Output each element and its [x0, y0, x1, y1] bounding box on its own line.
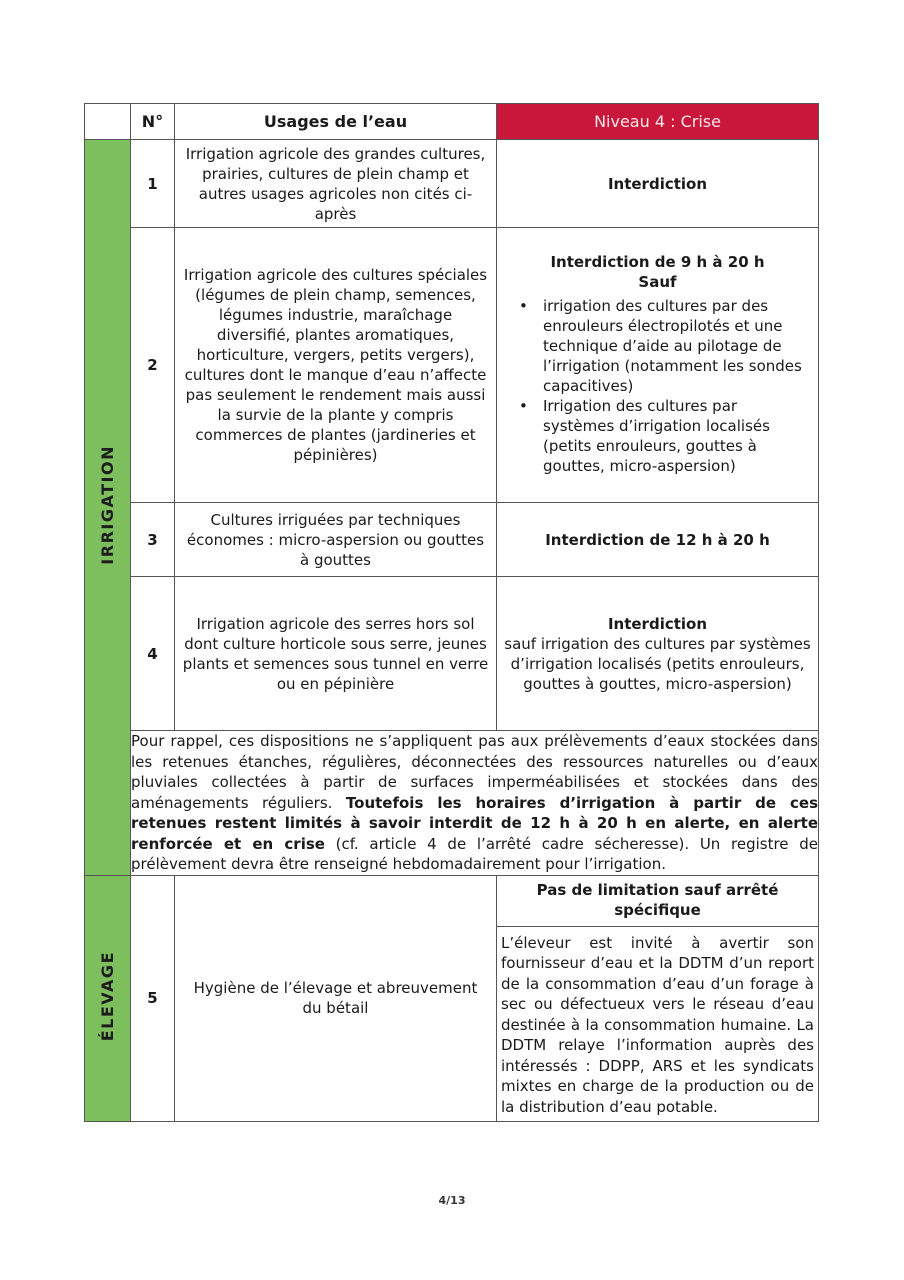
row-number: 5: [131, 875, 175, 1122]
table-row: [85, 503, 819, 577]
table-row: [85, 228, 819, 503]
header-level-crisis: Niveau 4 : Crise: [497, 104, 819, 140]
list-item: • Irrigation des cultures par systèmes d’irrigation localisés (petits enrouleurs, gouttes à gouttes, micro-aspersion): [519, 396, 810, 476]
reminder-note: [131, 731, 819, 876]
usage-cell: Irrigation agricole des serres hors sol dont culture horticole sous serre, jeunes plants et semences sous tunnel en verre ou en pépinière: [175, 577, 497, 731]
usage-cell: Irrigation agricole des cultures spéciales (légumes de plein champ, semences, légumes industrie, maraîchage diversifié, plantes aromatiques, horticulture, vergers, petits vergers), cultures dont le manque d’eau n’affecte pas seulement le rendement mais aussi la survie de la plante y compris commerces de plantes (jardineries et pépinières): [175, 228, 497, 503]
header-usages: Usages de l’eau: [175, 104, 497, 140]
table-row: [85, 875, 819, 1122]
list-item: • irrigation des cultures par des enrouleurs électropilotés et une technique d’aide au pilotage de l’irrigation (notamment les sondes capacitives): [519, 296, 810, 396]
row-number: 1: [131, 140, 175, 228]
section-elevage: [85, 875, 131, 1122]
note-row: [85, 731, 819, 876]
rule-cell: Interdiction de 12 h à 20 h: [497, 503, 819, 577]
rule-cell: [497, 577, 819, 731]
table-row: [85, 140, 819, 228]
rule-text: sauf irrigation des cultures par systèmes d’irrigation localisés (petits enrouleurs, gouttes à gouttes, micro-aspersion): [504, 634, 811, 693]
row-number: 4: [131, 577, 175, 731]
rule-title: Interdiction: [607, 614, 708, 633]
rule-title: Pas de limitation sauf arrêté spécifique: [497, 876, 818, 927]
header-num: N°: [131, 104, 175, 140]
usage-cell: Hygiène de l’élevage et abreuvement du bétail: [175, 875, 497, 1122]
rule-cell: [497, 228, 819, 503]
table-header-row: [85, 104, 819, 140]
rule-text: L’éleveur est invité à avertir son fournisseur d’eau et la DDTM d’un report de la consommation d’eau d’un forage à sec ou défectueux vers le réseau d’eau destinée à la consommation humaine. La DDTM relaye l’information auprès des intéressés : DDPP, ARS et les syndicats mixtes en charge de la production ou de la distribution d’eau potable.: [501, 933, 814, 1116]
exception-list: [497, 296, 818, 476]
section-irrigation-label: IRRIGATION: [98, 445, 117, 566]
usage-cell: Irrigation agricole des grandes cultures, prairies, cultures de plein champ et autres usages agricoles non cités ci-après: [175, 140, 497, 228]
note-text: Pour rappel, ces dispositions ne s’appliquent pas aux prélèvements d’eaux stockées dans les retenues étanches, régulières, déconnectées des ressources naturelles ou d’eaux pluviales collectées à partir de surfaces imperméabilisées et stockées dans des aménagements réguliers.: [131, 732, 818, 812]
restrictions-table: [84, 103, 819, 1122]
section-elevage-label: ÉLEVAGE: [98, 951, 117, 1042]
rule-cell: [497, 875, 819, 1122]
row-number: 2: [131, 228, 175, 503]
note-text-end: (cf. article 4 de l’arrêté cadre sécheresse). Un registre de prélèvement devra être renseigné hebdomadairement pour l’irrigation.: [131, 834, 818, 873]
rule-title: Interdiction de 9 h à 20 h: [550, 253, 765, 271]
rule-sauf: Sauf: [638, 273, 677, 291]
row-number: 3: [131, 503, 175, 577]
header-empty-cell: [85, 104, 131, 140]
section-irrigation: [85, 140, 131, 876]
usage-cell: Cultures irriguées par techniques économes : micro-aspersion ou gouttes à gouttes: [175, 503, 497, 577]
table-row: [85, 577, 819, 731]
rule-cell: Interdiction: [497, 140, 819, 228]
note-bold-text: Toutefois les horaires d’irrigation à partir de ces retenues restent limités à savoir interdit de 12 h à 20 h en alerte, en alerte renforcée et en crise: [131, 793, 818, 853]
page-number: 4/13: [438, 1194, 466, 1207]
